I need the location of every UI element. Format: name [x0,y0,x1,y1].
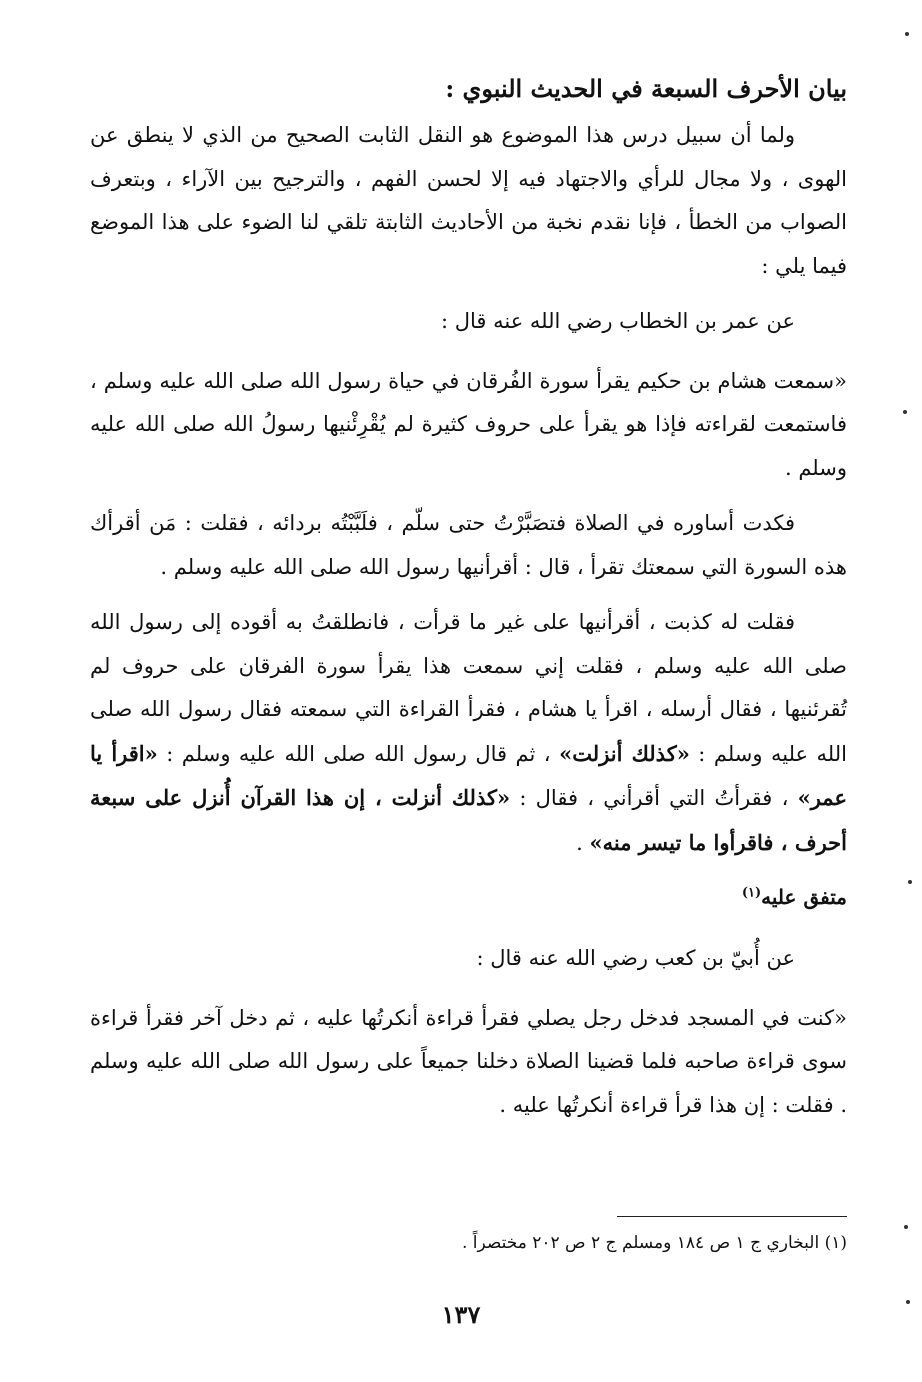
footnote: (١) البخاري ج ١ ص ١٨٤ ومسلم ج ٢ ص ٢٠٢ مختصراً . [461,1233,847,1253]
scan-speck [905,32,909,36]
hadith2-paragraph-1: «كنت في المسجد فدخل رجل يصلي فقرأ قراءة أنكرتُها عليه ، ثم دخل آخر فقرأ قراءة سوى قراءة صاحبه فلما قضينا الصلاة دخلنا جميعاً على رسول الله صلى الله عليه وسلم . فقلت : إن هذا قرأ قراءة أنكرتُها عليه . [90,1005,847,1117]
hadith2-narrator: عن أُبيّ بن كعب رضي الله عنه قال : [476,946,795,970]
page-number: ١٣٧ [441,1300,481,1329]
page-body [90,68,847,1139]
scan-speck [908,880,912,884]
scan-speck [904,1225,908,1229]
hadith1-paragraph-2: فكدت أساوره في الصلاة فتصَبَّرْتُ حتى سلّم ، فلَبَّبْتُه بردائه ، فقلت : مَن أقرأك هذه السورة التي سمعتك تقرأ ، قال : أقرأنيها رسول الله صلى الله عليه وسلم . [90,511,847,579]
hadith1-paragraph-3 [90,601,847,865]
hadith1-p3-quote-3: «كذلك أنزلت ، إن هذا القرآن أُنزل على سبعة أحرف ، فاقرأوا ما تيسر منه» [90,785,847,855]
agreed-upon-label [90,877,847,917]
hadith1-p3-text-e: ، فقرأتُ التي أقرأني ، فقال : [519,786,789,810]
hadith1-p3-text-g: . [576,830,583,855]
hadith1-paragraph-1: «سمعت هشام بن حكيم يقرأ سورة الفُرقان في حياة رسول الله صلى الله عليه وسلم ، فاستمعت لقراءته فإذا هو يقرأ على حروف كثيرة لم يُقْرِئْنيها رسولُ الله صلى الله عليه وسلم . [90,368,847,480]
hadith1-p3-text-a: فقلت له كذبت ، أقرأنيها على غير ما قرأت ، فانطلقتُ به أقوده إلى رسول الله صلى الله عليه وسلم ، فقلت إني سمعت هذا يقرأ سورة الفرقان على حروف لم تُقرئنيها ، فقال أرسله ، اقرأ يا هشام ، فقرأ القراءة التي سمعته فقال رسول الله صلى الله عليه وسلم : [90,610,847,766]
section-heading: بيان الأحرف السبعة في الحديث النبوي : [445,74,847,103]
intro-paragraph: ولما أن سبيل درس هذا الموضوع هو النقل الثابت الصحيح من الذي لا ينطق عن الهوى ، ولا مجال للرأي والاجتهاد فيه إلا لحسن الفهم ، والترجيح بين الآراء ، وبتعرف الصواب من الخطأ ، فإنا نقدم نخبة من الأحاديث الثابتة تلقي لنا الضوء على هذا الموضع فيما يلي : [90,123,847,278]
scan-speck [903,410,907,414]
hadith1-p3-quote-2: «اقرأ يا عمر» [90,740,847,810]
footnote-reference: (١) [741,885,762,901]
hadith1-p3-text-c: ، ثم قال رسول الله صلى الله عليه وسلم : [166,741,551,766]
scan-speck [906,1300,910,1304]
hadith1-narrator: عن عمر بن الخطاب رضي الله عنه قال : [440,309,795,333]
footnote-divider [617,1216,847,1217]
agreed-upon-text: متفق عليه [761,885,847,909]
hadith1-p3-quote-1: «كذلك أنزلت» [559,740,690,766]
